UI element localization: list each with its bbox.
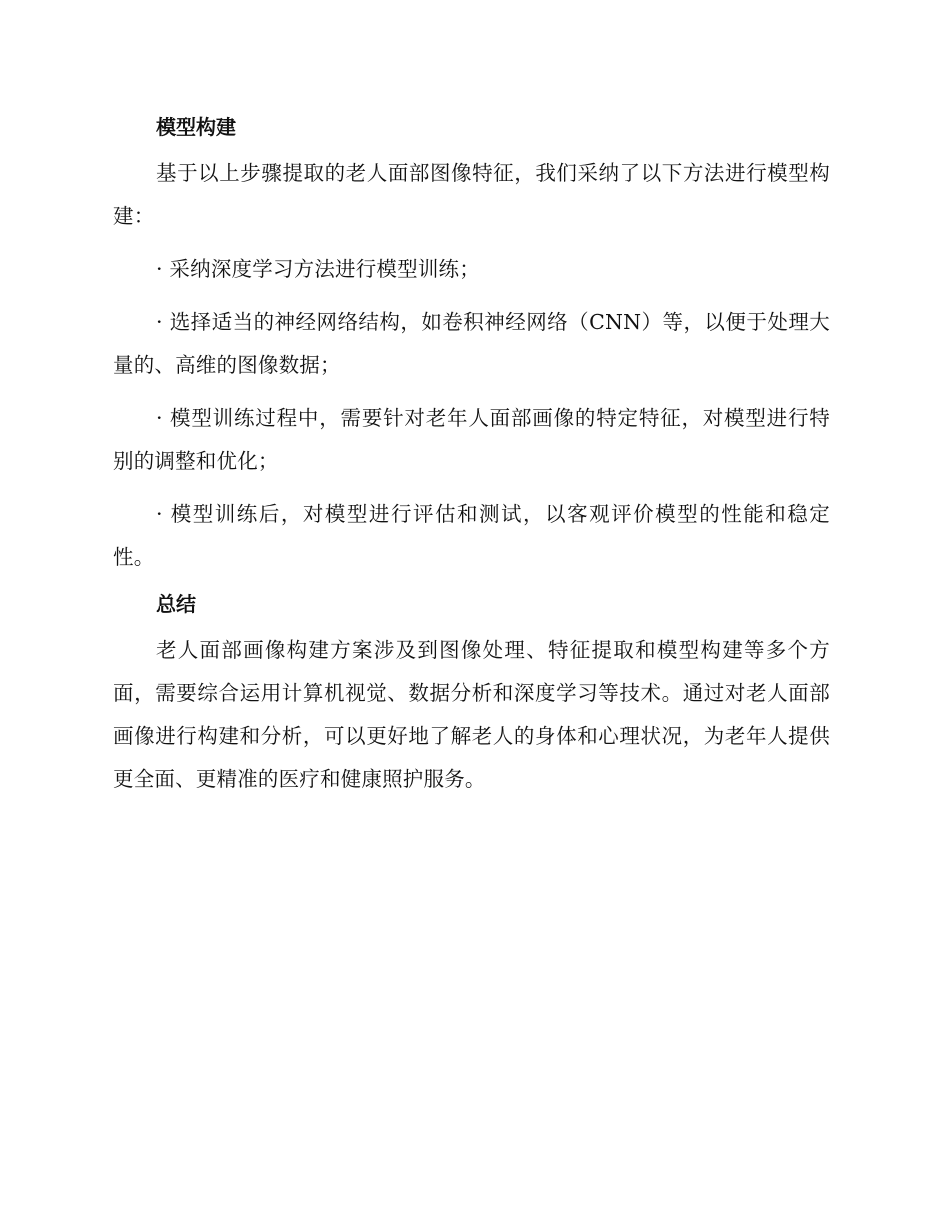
bullet-evaluation: · 模型训练后，对模型进行评估和测试，以客观评价模型的性能和稳定性。 (113, 502, 830, 569)
bullet-network-structure: · 选择适当的神经网络结构，如卷积神经网络（CNN）等，以便于处理大量的、高维的图像数据； (113, 310, 830, 377)
section-heading-summary: 总结 (156, 592, 196, 616)
bullet-training-tuning: · 模型训练过程中，需要针对老年人面部画像的特定特征，对模型进行特别的调整和优化； (113, 406, 830, 473)
section-heading-model-building: 模型构建 (156, 115, 236, 139)
bullet-deep-learning: · 采纳深度学习方法进行模型训练； (156, 257, 480, 281)
paragraph-intro: 基于以上步骤提取的老人面部图像特征，我们采纳了以下方法进行模型构建： (113, 161, 830, 228)
paragraph-summary: 老人面部画像构建方案涉及到图像处理、特征提取和模型构建等多个方面，需要综合运用计算机视觉、数据分析和深度学习等技术。通过对老人面部画像进行构建和分析，可以更好地了解老人的身体和心理状况，为老年人提供更全面、更精准的医疗和健康照护服务。 (113, 638, 830, 791)
document-body (113, 108, 830, 801)
